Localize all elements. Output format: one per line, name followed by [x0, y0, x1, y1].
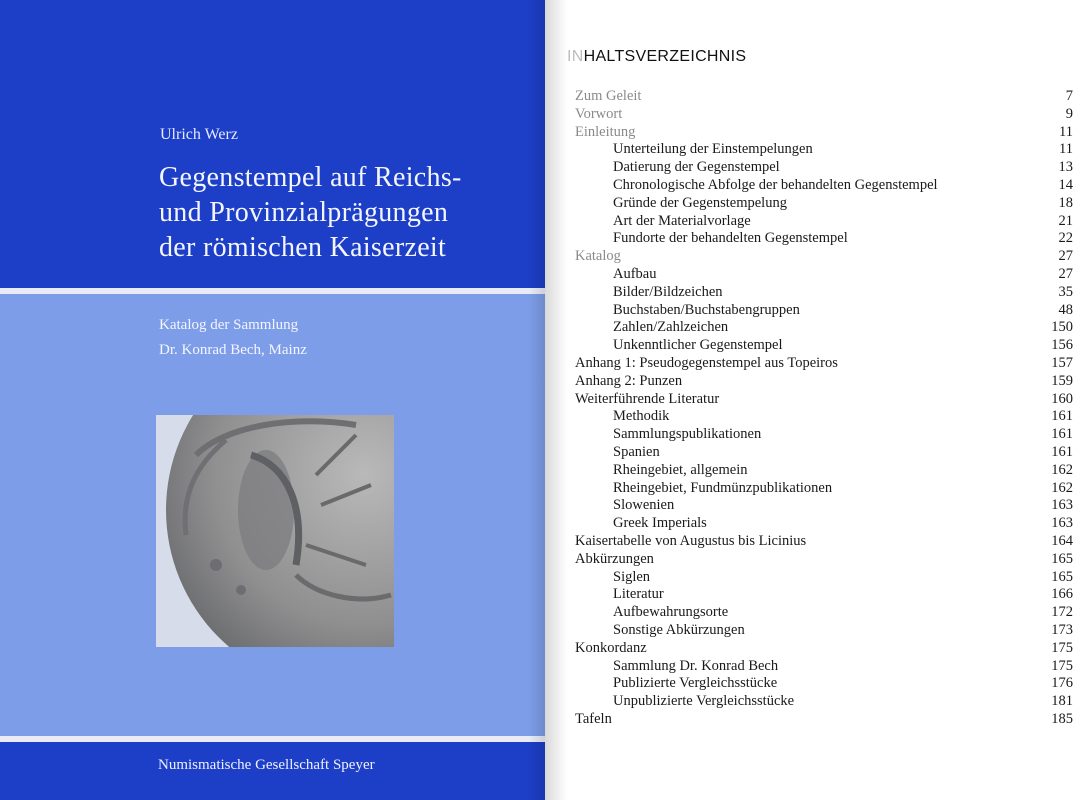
- toc-entry: [0, 426, 1087, 444]
- toc-entry-label: Sammlungspublikationen: [613, 426, 762, 443]
- toc-entry-page-number: 157: [1051, 355, 1073, 371]
- toc-entry-label: Aufbewahrungsorte: [613, 604, 729, 621]
- toc-entry: [0, 658, 1087, 676]
- toc-entry: [0, 159, 1087, 177]
- toc-entry: [0, 408, 1087, 426]
- toc-entry: [0, 675, 1087, 693]
- toc-entry: [0, 124, 1087, 142]
- cover-title-line: Gegenstempel auf Reichs-: [159, 162, 462, 193]
- toc-entry-page-number: 173: [1051, 622, 1073, 638]
- toc-entry: [0, 622, 1087, 640]
- toc-entry-label: Gründe der Gegenstempelung: [613, 194, 787, 211]
- toc-entry-label: Datierung der Gegenstempel: [613, 159, 780, 176]
- toc-entry: [0, 284, 1087, 302]
- toc-entry-page-number: 161: [1051, 444, 1073, 460]
- toc-entry-page-number: 159: [1051, 372, 1073, 389]
- toc-entry-page-number: 35: [1058, 283, 1073, 300]
- toc-entry-label: Art der Materialvorlage: [613, 212, 751, 229]
- toc-entry: [0, 248, 1087, 266]
- toc-entry-page-number: 165: [1051, 550, 1073, 567]
- toc-entry: [0, 373, 1087, 391]
- toc-entry: [0, 319, 1087, 337]
- toc-entry-page-number: 164: [1051, 533, 1073, 549]
- toc-entry-page-number: 7: [1065, 88, 1073, 104]
- toc-entry: [0, 106, 1087, 124]
- toc-entry: [0, 497, 1087, 515]
- toc-entry-page-number: 163: [1051, 497, 1073, 514]
- toc-entry-page-number: 22: [1058, 230, 1073, 247]
- toc-entry: [0, 337, 1087, 355]
- toc-entry-label: Sammlung Dr. Konrad Bech: [613, 657, 779, 674]
- toc-entry-page-number: 162: [1051, 461, 1073, 478]
- toc-entry-page-number: 11: [1059, 123, 1073, 140]
- cover-publisher: Numismatische Gesellschaft Speyer: [158, 757, 375, 773]
- toc-entry: [0, 711, 1087, 729]
- toc-entry-page-number: 161: [1051, 426, 1073, 443]
- toc-entry-label: Unpublizierte Vergleichsstücke: [613, 693, 795, 710]
- toc-entry-label: Katalog: [575, 248, 621, 265]
- toc-entry-label: Weiterführende Literatur: [575, 390, 720, 407]
- toc-entry-page-number: 18: [1058, 194, 1073, 211]
- toc-entry: [0, 230, 1087, 248]
- toc-entry: [0, 88, 1087, 106]
- cover-subtitle-line: Dr. Konrad Bech, Mainz: [159, 342, 307, 358]
- cover-title-line: und Provinzialprägungen: [159, 197, 449, 228]
- toc-entry: [0, 551, 1087, 569]
- toc-entry-label: Anhang 2: Punzen: [575, 372, 683, 389]
- toc-entry: [0, 391, 1087, 409]
- toc-entry: [0, 586, 1087, 604]
- toc-entry-label: Fundorte der behandelten Gegenstempel: [613, 230, 848, 247]
- toc-entry-label: Spanien: [613, 444, 660, 460]
- cover-subtitle-line: Katalog der Sammlung: [159, 317, 299, 333]
- toc-entry: [0, 462, 1087, 480]
- toc-entry-page-number: 165: [1051, 568, 1073, 585]
- toc-entry-page-number: 172: [1051, 604, 1073, 621]
- toc-entry: [0, 640, 1087, 658]
- toc-entry-label: Abkürzungen: [575, 550, 654, 567]
- toc-entry: [0, 355, 1087, 373]
- toc-entry-label: Einleitung: [575, 123, 636, 140]
- toc-entry-label: Greek Imperials: [613, 515, 707, 532]
- toc-entry-label: Rheingebiet, Fundmünzpublikationen: [613, 479, 833, 496]
- toc-entry-page-number: 150: [1051, 319, 1073, 336]
- toc-entry: [0, 533, 1087, 551]
- toc-entry-page-number: 9: [1065, 105, 1073, 122]
- toc-entry-label: Unkenntlicher Gegenstempel: [613, 337, 783, 354]
- toc-entry-label: Slowenien: [613, 497, 675, 514]
- toc-entry-page-number: 162: [1051, 479, 1073, 496]
- toc-entry-page-number: 176: [1051, 675, 1073, 692]
- toc-entry: [0, 266, 1087, 284]
- toc-entry-label: Publizierte Vergleichsstücke: [613, 675, 778, 692]
- toc-entry-page-number: 175: [1051, 639, 1073, 656]
- toc-entry-page-number: 21: [1058, 212, 1073, 229]
- toc-entry: [0, 177, 1087, 195]
- toc-entry-label: Unterteilung der Einstempelungen: [613, 141, 813, 158]
- toc-entry: [0, 480, 1087, 498]
- toc-entry: [0, 604, 1087, 622]
- toc-entry-page-number: 156: [1051, 337, 1073, 354]
- toc-entry-label: Siglen: [613, 568, 651, 585]
- toc-entry-label: Aufbau: [613, 266, 657, 282]
- toc-entry: [0, 444, 1087, 462]
- toc-entry-page-number: 185: [1051, 711, 1073, 727]
- toc-entry-label: Methodik: [613, 408, 670, 425]
- toc-entry-page-number: 48: [1058, 301, 1073, 318]
- toc-entry-page-number: 160: [1051, 390, 1073, 407]
- cover-title-line: der römischen Kaiserzeit: [159, 232, 447, 263]
- toc-entry-page-number: 14: [1058, 177, 1073, 193]
- toc-entry-label: Zum Geleit: [575, 88, 642, 104]
- toc-entry-label: Zahlen/Zahlzeichen: [613, 319, 729, 336]
- toc-entry: [0, 141, 1087, 159]
- toc-entry-label: Konkordanz: [575, 639, 647, 656]
- toc-heading: [567, 48, 746, 66]
- toc-entry-label: Sonstige Abkürzungen: [613, 622, 745, 638]
- toc-heading-faded: IN: [567, 48, 584, 65]
- toc-entry: [0, 569, 1087, 587]
- toc-entry-page-number: 166: [1051, 586, 1073, 603]
- toc-entry: [0, 213, 1087, 231]
- toc-heading-text: HALTSVERZEICHNIS: [583, 48, 747, 65]
- toc-entry-page-number: 175: [1051, 657, 1073, 674]
- toc-entry-label: Chronologische Abfolge der behandelten Gegenstempel: [613, 177, 938, 193]
- toc-entry-page-number: 27: [1058, 248, 1073, 265]
- toc-entry: [0, 515, 1087, 533]
- toc-entry-page-number: 13: [1058, 159, 1073, 176]
- toc-entry-label: Buchstaben/Buchstabengruppen: [613, 301, 800, 318]
- toc-entry-label: Kaisertabelle von Augustus bis Licinius: [575, 533, 807, 549]
- toc-entry-page-number: 181: [1051, 693, 1073, 710]
- toc-entry-label: Rheingebiet, allgemein: [613, 461, 748, 478]
- toc-entry-page-number: 11: [1059, 141, 1073, 158]
- toc-entry-page-number: 161: [1051, 408, 1073, 425]
- toc-entry-page-number: 163: [1051, 515, 1073, 532]
- toc-entry-label: Tafeln: [575, 711, 612, 727]
- toc-entry-page-number: 27: [1058, 266, 1073, 282]
- toc-entry: [0, 693, 1087, 711]
- toc-entry-label: Vorwort: [575, 105, 623, 122]
- cover-author: Ulrich Werz: [160, 126, 238, 143]
- toc-entry-label: Anhang 1: Pseudogegenstempel aus Topeiros: [575, 355, 838, 371]
- toc-entry-label: Literatur: [613, 586, 664, 603]
- toc-entry: [0, 302, 1087, 320]
- toc-entry: [0, 195, 1087, 213]
- toc-entry-label: Bilder/Bildzeichen: [613, 283, 723, 300]
